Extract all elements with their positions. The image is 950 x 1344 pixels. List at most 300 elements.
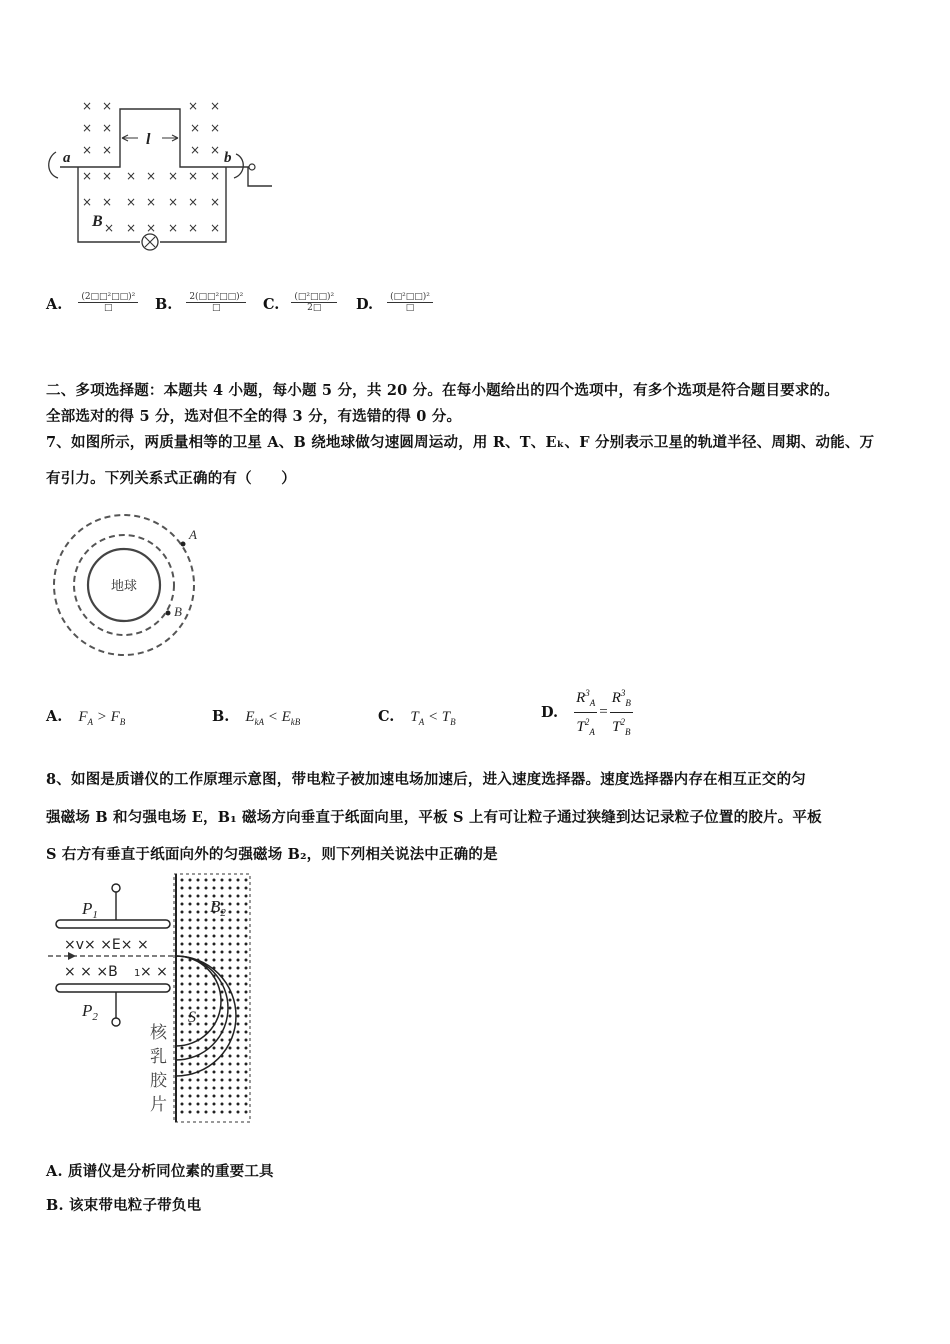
- field-dot-mark: [213, 999, 216, 1002]
- field-dot-mark: [197, 1031, 200, 1034]
- field-dot-mark: [197, 1023, 200, 1026]
- field-dot-mark: [213, 1103, 216, 1106]
- field-dot-mark: [197, 895, 200, 898]
- field-dot-mark: [237, 919, 240, 922]
- field-dot-mark: [189, 903, 192, 906]
- field-dot-mark: [221, 1087, 224, 1090]
- q6-option-d-letter: D.: [356, 296, 374, 313]
- field-dot-mark: [213, 919, 216, 922]
- field-dot-mark: [229, 1111, 232, 1114]
- field-dot-mark: [221, 895, 224, 898]
- field-dot-mark: [245, 879, 248, 882]
- field-dot-mark: [237, 1015, 240, 1018]
- field-dot-mark: [189, 1111, 192, 1114]
- field-dot-mark: [221, 887, 224, 890]
- q6-option-a-formula: $\frac{\text{(2□□²□□)²}}{□}$: [78, 292, 138, 313]
- field-dot-mark: [181, 1095, 184, 1098]
- field-dot-mark: [229, 1071, 232, 1074]
- field-cross-mark: ×: [168, 169, 179, 183]
- field-dot-mark: [181, 1103, 184, 1106]
- field-cross-mark: ×: [146, 169, 157, 183]
- field-dot-mark: [205, 1055, 208, 1058]
- field-dot-mark: [221, 879, 224, 882]
- q8-row1: ×v× ×E× ×: [64, 937, 149, 953]
- field-cross-mark: ×: [102, 99, 113, 113]
- field-dot-mark: [181, 887, 184, 890]
- field-dot-mark: [205, 959, 208, 962]
- field-dot-mark: [229, 999, 232, 1002]
- field-dot-mark: [245, 935, 248, 938]
- field-dot-mark: [229, 895, 232, 898]
- q6-label-l: l: [146, 131, 151, 148]
- q8-stem-line1: 8、如图是质谱仪的工作原理示意图，带电粒子被加速电场加速后，进入速度选择器。速度选择器内存在相互正交的匀: [46, 771, 806, 788]
- field-dot-mark: [245, 911, 248, 914]
- field-dot-mark: [205, 951, 208, 954]
- field-dot-mark: [245, 991, 248, 994]
- field-dot-mark: [181, 943, 184, 946]
- field-dot-mark: [197, 1007, 200, 1010]
- q7-option-b[interactable]: [212, 708, 300, 727]
- field-dot-mark: [205, 895, 208, 898]
- field-dot-mark: [181, 951, 184, 954]
- field-cross-mark: ×: [126, 221, 137, 235]
- field-dot-mark: [237, 927, 240, 930]
- field-dot-mark: [205, 1111, 208, 1114]
- field-dot-mark: [237, 887, 240, 890]
- field-cross-mark: ×: [102, 169, 113, 183]
- field-dot-mark: [237, 911, 240, 914]
- q7-option-a-formula: $F_A > F_B$: [78, 709, 126, 727]
- field-dot-mark: [181, 1031, 184, 1034]
- q7-option-a-letter: A.: [46, 708, 63, 725]
- field-dot-mark: [245, 983, 248, 986]
- field-dot-mark: [205, 1007, 208, 1010]
- svg-text:片: 片: [150, 1095, 167, 1115]
- q8-label-S: S: [188, 1009, 196, 1026]
- field-dot-mark: [229, 1047, 232, 1050]
- field-dot-mark: [213, 887, 216, 890]
- field-dot-mark: [229, 1063, 232, 1066]
- field-cross-mark: ×: [126, 195, 137, 209]
- field-dot-mark: [213, 1015, 216, 1018]
- field-dot-mark: [189, 1031, 192, 1034]
- q7-stem-line1: 7、如图所示，两质量相等的卫星 A、B 绕地球做匀速圆周运动，用 R、T、Eₖ、F 分别表示卫星的轨道半径、周期、动能、万: [46, 434, 875, 451]
- field-dot-mark: [205, 1015, 208, 1018]
- field-dot-mark: [189, 1039, 192, 1042]
- field-cross-mark: ×: [210, 195, 221, 209]
- svg-text:核: 核: [150, 1023, 167, 1043]
- field-dot-mark: [205, 935, 208, 938]
- field-dot-mark: [189, 911, 192, 914]
- field-dot-mark: [181, 1055, 184, 1058]
- field-dot-mark: [181, 1039, 184, 1042]
- field-dot-mark: [237, 1055, 240, 1058]
- field-dot-mark: [229, 983, 232, 986]
- field-dot-mark: [205, 887, 208, 890]
- q8-mass-spectrometer-figure: [46, 872, 261, 1127]
- q6-label-a: a: [63, 150, 71, 166]
- field-dot-mark: [237, 983, 240, 986]
- field-dot-mark: [237, 1063, 240, 1066]
- svg-text:B2: $B_2$: [210, 897, 226, 919]
- q7-label-B: B: [174, 604, 182, 619]
- field-dot-mark: [237, 991, 240, 994]
- field-dot-mark: [245, 887, 248, 890]
- field-dot-mark: [221, 1015, 224, 1018]
- q7-option-a[interactable]: [46, 708, 125, 727]
- svg-text:1: 1: [134, 968, 141, 979]
- field-dot-mark: [197, 943, 200, 946]
- field-dot-mark: [197, 903, 200, 906]
- field-dot-mark: [229, 879, 232, 882]
- field-dot-mark: [205, 1071, 208, 1074]
- field-dot-mark: [213, 1007, 216, 1010]
- field-dot-mark: [213, 879, 216, 882]
- field-cross-mark: ×: [210, 143, 221, 157]
- field-dot-mark: [237, 935, 240, 938]
- field-dot-mark: [245, 1007, 248, 1010]
- field-dot-mark: [189, 1071, 192, 1074]
- field-dot-mark: [245, 1023, 248, 1026]
- field-dot-mark: [237, 999, 240, 1002]
- field-dot-mark: [205, 991, 208, 994]
- field-dot-mark: [197, 887, 200, 890]
- field-dot-mark: [221, 903, 224, 906]
- field-dot-mark: [205, 999, 208, 1002]
- field-dot-mark: [229, 903, 232, 906]
- field-dot-mark: [245, 1063, 248, 1066]
- field-dot-mark: [237, 975, 240, 978]
- q8-stem-line3: S 右方有垂直于纸面向外的匀强磁场 B₂，则下列相关说法中正确的是: [46, 846, 498, 863]
- field-dot-mark: [181, 991, 184, 994]
- field-dot-mark: [237, 895, 240, 898]
- field-cross-mark: ×: [210, 99, 221, 113]
- field-dot-mark: [221, 1079, 224, 1082]
- field-dot-mark: [237, 1007, 240, 1010]
- field-dot-mark: [213, 951, 216, 954]
- field-dot-mark: [237, 1111, 240, 1114]
- field-dot-mark: [245, 1015, 248, 1018]
- q6-option-b-letter: B.: [155, 296, 173, 313]
- q7-option-c-letter: C.: [378, 708, 395, 725]
- field-dot-mark: [189, 1087, 192, 1090]
- field-dot-mark: [237, 967, 240, 970]
- field-dot-mark: [221, 1095, 224, 1098]
- field-dot-mark: [181, 975, 184, 978]
- field-dot-mark: [189, 927, 192, 930]
- field-dot-mark: [197, 975, 200, 978]
- field-cross-mark: ×: [210, 121, 221, 135]
- field-dot-mark: [221, 1047, 224, 1050]
- field-dot-mark: [181, 959, 184, 962]
- field-dot-mark: [181, 895, 184, 898]
- q8-option-a-text: 质谱仪是分析同位素的重要工具: [67, 1163, 274, 1180]
- field-dot-mark: [229, 1079, 232, 1082]
- field-dot-mark: [197, 1103, 200, 1106]
- field-dot-mark: [197, 1087, 200, 1090]
- field-dot-mark: [229, 951, 232, 954]
- q6-label-b: b: [224, 150, 232, 166]
- field-dot-mark: [189, 983, 192, 986]
- field-dot-mark: [181, 1071, 184, 1074]
- field-dot-mark: [189, 919, 192, 922]
- field-dot-mark: [245, 1047, 248, 1050]
- field-cross-mark: ×: [168, 221, 179, 235]
- field-dot-mark: [245, 1055, 248, 1058]
- field-dot-mark: [229, 1023, 232, 1026]
- field-dot-mark: [205, 943, 208, 946]
- field-cross-mark: ×: [188, 169, 199, 183]
- svg-text:P1: $P_1$: [82, 899, 98, 921]
- field-dot-mark: [205, 927, 208, 930]
- field-dot-mark: [213, 1055, 216, 1058]
- q7-label-A: A: [189, 527, 197, 542]
- field-dot-mark: [245, 967, 248, 970]
- field-dot-mark: [245, 1079, 248, 1082]
- field-dot-mark: [237, 1103, 240, 1106]
- field-dot-mark: [221, 1111, 224, 1114]
- field-dot-mark: [237, 1095, 240, 1098]
- field-dot-mark: [197, 935, 200, 938]
- field-dot-mark: [245, 895, 248, 898]
- field-dot-mark: [237, 943, 240, 946]
- q8-option-a-letter: A.: [46, 1163, 63, 1180]
- field-dot-mark: [197, 983, 200, 986]
- q6-option-d[interactable]: [356, 292, 433, 313]
- field-dot-mark: [197, 1047, 200, 1050]
- q7-option-d-formula: $\frac{R^3_A}{T^2_A}$ = $\frac{R^3_B}{T^2_B}$: [574, 684, 633, 741]
- svg-text:P2: $P_2$: [82, 1001, 98, 1023]
- field-dot-mark: [245, 943, 248, 946]
- field-dot-mark: [181, 1015, 184, 1018]
- field-dot-mark: [229, 927, 232, 930]
- field-dot-mark: [205, 1023, 208, 1026]
- field-dot-mark: [189, 991, 192, 994]
- field-cross-mark: ×: [188, 99, 199, 113]
- field-dot-mark: [229, 1055, 232, 1058]
- section2-line1: 二、多项选择题：本题共 4 小题，每小题 5 分，共 20 分。在每小题给出的四个选项中，有多个选项是符合题目要求的。: [46, 382, 839, 399]
- field-dot-mark: [189, 1063, 192, 1066]
- field-dot-mark: [197, 1111, 200, 1114]
- field-dot-mark: [237, 1071, 240, 1074]
- field-dot-mark: [189, 1055, 192, 1058]
- field-cross-mark: ×: [82, 121, 93, 135]
- field-dot-mark: [237, 1087, 240, 1090]
- field-dot-mark: [237, 959, 240, 962]
- field-dot-mark: [197, 951, 200, 954]
- field-dot-mark: [245, 1031, 248, 1034]
- field-dot-mark: [205, 1103, 208, 1106]
- q7-stem-line2: 有引力。下列关系式正确的有（ ）: [46, 470, 296, 487]
- field-dot-mark: [237, 1031, 240, 1034]
- field-dot-mark: [213, 1039, 216, 1042]
- field-dot-mark: [205, 1079, 208, 1082]
- field-dot-mark: [229, 1103, 232, 1106]
- field-cross-mark: ×: [126, 169, 137, 183]
- field-dot-mark: [181, 983, 184, 986]
- field-dot-mark: [181, 927, 184, 930]
- field-dot-mark: [181, 903, 184, 906]
- field-dot-mark: [189, 1103, 192, 1106]
- field-dot-mark: [189, 879, 192, 882]
- field-dot-mark: [229, 1095, 232, 1098]
- field-dot-mark: [245, 1039, 248, 1042]
- field-dot-mark: [213, 983, 216, 986]
- field-cross-mark: ×: [210, 221, 221, 235]
- field-dot-mark: [189, 887, 192, 890]
- field-dot-mark: [205, 1095, 208, 1098]
- field-dot-mark: [213, 1071, 216, 1074]
- q7-earth-label: 地球: [111, 579, 138, 594]
- field-dot-mark: [245, 1087, 248, 1090]
- field-dot-mark: [229, 959, 232, 962]
- field-dot-mark: [229, 935, 232, 938]
- field-dot-mark: [229, 887, 232, 890]
- field-dot-mark: [221, 951, 224, 954]
- field-dot-mark: [181, 935, 184, 938]
- field-dot-mark: [181, 999, 184, 1002]
- field-dot-mark: [221, 1063, 224, 1066]
- svg-text:胶: 胶: [150, 1071, 167, 1091]
- field-dot-mark: [221, 935, 224, 938]
- q8-option-b[interactable]: [46, 1194, 201, 1215]
- field-dot-mark: [229, 1007, 232, 1010]
- field-dot-mark: [197, 927, 200, 930]
- field-dot-mark: [181, 879, 184, 882]
- svg-text:乳: 乳: [150, 1047, 167, 1067]
- field-dot-mark: [181, 1087, 184, 1090]
- field-dot-mark: [181, 919, 184, 922]
- q6-circuit-figure: [40, 92, 290, 262]
- field-dot-mark: [197, 919, 200, 922]
- q6-option-c-formula: $\frac{\text{(□²□□)²}}{2□}$: [291, 292, 337, 313]
- field-dot-mark: [213, 959, 216, 962]
- q6-option-d-formula: $\frac{\text{(□²□□)²}}{□}$: [387, 292, 433, 313]
- field-cross-mark: ×: [102, 195, 113, 209]
- field-dot-mark: [181, 967, 184, 970]
- field-dot-mark: [245, 927, 248, 930]
- field-dot-mark: [213, 1079, 216, 1082]
- field-dot-mark: [189, 951, 192, 954]
- field-dot-mark: [237, 1023, 240, 1026]
- field-dot-mark: [213, 1095, 216, 1098]
- q7-option-b-formula: $E_{kA} < E_{kB}$: [245, 709, 301, 727]
- field-dot-mark: [245, 951, 248, 954]
- field-cross-mark: ×: [102, 143, 113, 157]
- field-dot-mark: [245, 903, 248, 906]
- field-dot-mark: [181, 1063, 184, 1066]
- field-cross-mark: ×: [82, 99, 93, 113]
- q7-option-b-letter: B.: [212, 708, 230, 725]
- q7-option-c-formula: $T_A < T_B$: [410, 709, 456, 727]
- field-dot-mark: [205, 911, 208, 914]
- section2-line2: 全部选对的得 5 分，选对但不全的得 3 分，有选错的得 0 分。: [46, 408, 462, 425]
- field-dot-mark: [205, 983, 208, 986]
- field-dot-mark: [245, 1103, 248, 1106]
- field-dot-mark: [221, 967, 224, 970]
- field-dot-mark: [221, 1071, 224, 1074]
- field-dot-mark: [213, 1031, 216, 1034]
- field-dot-mark: [229, 919, 232, 922]
- field-dot-mark: [221, 1023, 224, 1026]
- field-dot-mark: [181, 911, 184, 914]
- q6-option-a[interactable]: [46, 292, 138, 313]
- field-dot-mark: [213, 1047, 216, 1050]
- field-dot-mark: [237, 1047, 240, 1050]
- field-cross-mark: ×: [82, 169, 93, 183]
- field-cross-mark: ×: [82, 195, 93, 209]
- field-dot-mark: [221, 959, 224, 962]
- q6-option-a-letter: A.: [46, 296, 63, 313]
- q8-row2: × × ×B: [64, 964, 118, 980]
- q8-option-b-letter: B.: [46, 1197, 64, 1214]
- field-cross-mark: ×: [104, 221, 115, 235]
- field-dot-mark: [245, 975, 248, 978]
- field-dot-mark: [189, 967, 192, 970]
- field-dot-mark: [213, 991, 216, 994]
- field-dot-mark: [189, 943, 192, 946]
- field-dot-mark: [205, 975, 208, 978]
- field-dot-mark: [237, 1039, 240, 1042]
- field-dot-mark: [221, 1039, 224, 1042]
- field-dot-mark: [197, 991, 200, 994]
- field-dot-mark: [213, 927, 216, 930]
- field-dot-mark: [245, 919, 248, 922]
- field-cross-mark: ×: [210, 169, 221, 183]
- field-dot-mark: [205, 1087, 208, 1090]
- field-dot-mark: [229, 943, 232, 946]
- field-dot-mark: [197, 911, 200, 914]
- q8-option-a[interactable]: [46, 1160, 274, 1181]
- field-dot-mark: [229, 1015, 232, 1018]
- field-dot-mark: [245, 1111, 248, 1114]
- field-dot-mark: [221, 927, 224, 930]
- field-cross-mark: ×: [188, 221, 199, 235]
- q7-option-d[interactable]: [541, 684, 633, 741]
- field-dot-mark: [205, 879, 208, 882]
- field-dot-mark: [189, 935, 192, 938]
- q6-option-c[interactable]: [263, 292, 337, 313]
- field-dot-mark: [181, 1111, 184, 1114]
- q6-option-b[interactable]: [155, 292, 246, 313]
- field-dot-mark: [181, 1023, 184, 1026]
- field-dot-mark: [181, 1007, 184, 1010]
- field-dot-mark: [197, 1079, 200, 1082]
- field-dot-mark: [237, 879, 240, 882]
- field-dot-mark: [181, 1079, 184, 1082]
- q6-option-b-formula: $\frac{\text{2(□□²□□)²}}{□}$: [186, 292, 246, 313]
- field-dot-mark: [221, 943, 224, 946]
- field-cross-mark: ×: [190, 143, 201, 157]
- field-dot-mark: [213, 1087, 216, 1090]
- field-dot-mark: [229, 1087, 232, 1090]
- field-cross-mark: ×: [82, 143, 93, 157]
- q8-stem-line2: 强磁场 B 和匀强电场 E，B₁ 磁场方向垂直于纸面向里，平板 S 上有可让粒子通过狭缝到达记录粒子位置的胶片。平板: [46, 809, 822, 826]
- field-dot-mark: [205, 1039, 208, 1042]
- field-dot-mark: [229, 967, 232, 970]
- field-dot-mark: [189, 1079, 192, 1082]
- field-dot-mark: [237, 1079, 240, 1082]
- field-dot-mark: [237, 951, 240, 954]
- q6-label-B: B: [92, 213, 103, 230]
- field-dot-mark: [221, 1103, 224, 1106]
- svg-text:× ×: × ×: [140, 964, 168, 980]
- q7-option-c[interactable]: [378, 708, 456, 727]
- field-dot-mark: [245, 959, 248, 962]
- q7-orbit-figure: [48, 505, 208, 665]
- field-cross-mark: ×: [102, 121, 113, 135]
- q6-option-c-letter: C.: [263, 296, 280, 313]
